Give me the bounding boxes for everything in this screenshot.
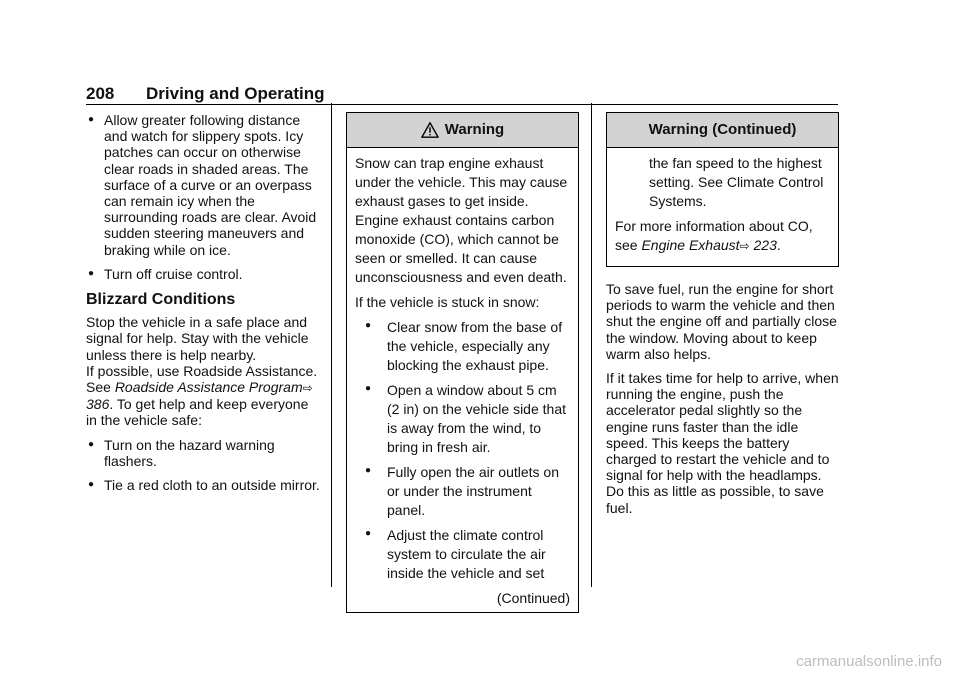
paragraph: Snow can trap engine exhaust under the vehicle. This may cause exhaust gases to get inside. Engine exhaust contains carbon monoxide (CO), which cannot be seen or smelled. It can cause unconsciousness and even death.	[355, 155, 568, 285]
watermark: carmanualsonline.info	[796, 653, 942, 670]
column-middle	[346, 112, 579, 613]
text: . To get help and keep everyone in the vehicle safe:	[86, 396, 309, 429]
list-item-text: Adjust the climate control system to circulate the air inside the vehicle and set	[387, 527, 546, 581]
bullet-dot: ●	[365, 528, 372, 539]
list-item	[86, 266, 322, 282]
paragraph	[615, 217, 830, 256]
column-right	[606, 112, 839, 524]
warning-box	[346, 112, 579, 613]
bullet-dot: ●	[365, 320, 372, 331]
column-divider	[591, 103, 592, 587]
list-item-text: Tie a red cloth to an outside mirror.	[104, 477, 320, 494]
roadside-assistance-link[interactable]: Roadside Assistance Program	[114, 379, 303, 396]
bullet-dot: ●	[88, 114, 95, 125]
text: .	[776, 237, 781, 253]
section-title: Driving and Operating	[146, 84, 325, 103]
list-item	[355, 381, 570, 457]
paragraph: Stop the vehicle in a safe place and signal for help. Stay with the vehicle unless there is help nearby.	[86, 314, 309, 363]
column-left	[86, 112, 322, 501]
page-number: 208	[86, 84, 115, 103]
bullet-dot: ●	[88, 438, 95, 450]
page-ref[interactable]: 223	[753, 237, 777, 253]
paragraph: To save fuel, run the engine for short periods to warm the vehicle and then shut the engine off and partially close the window. Moving about to keep warm also helps.	[606, 281, 837, 362]
list-item	[86, 477, 322, 493]
page-header	[86, 84, 838, 104]
list-item	[355, 526, 570, 583]
bullet-dot: ●	[365, 465, 372, 476]
text: For more information about CO, see	[615, 218, 813, 253]
continued-text: the fan speed to the highest setting. See Climate Control Systems.	[649, 155, 824, 209]
warning-title-bar	[347, 113, 578, 148]
list-item	[355, 318, 570, 375]
header-rule	[86, 104, 838, 105]
warning-body	[347, 148, 578, 612]
warning-title-bar	[607, 113, 838, 148]
subheading-blizzard: Blizzard Conditions	[86, 291, 236, 309]
paragraph: If the vehicle is stuck in snow:	[355, 294, 540, 310]
page-ref-arrow-icon: ⇨	[739, 239, 750, 253]
list-item	[86, 437, 322, 469]
warning-title: Warning	[444, 120, 505, 138]
page-ref-arrow-icon: ⇨	[302, 381, 313, 396]
list-item-text: Open a window about 5 cm (2 in) on the vehicle side that is away from the wind, to bring in fresh air.	[387, 382, 566, 455]
text: If possible, use Roadside Assistance. See	[86, 362, 318, 396]
warning-body	[607, 148, 838, 266]
warning-triangle-icon	[421, 121, 439, 139]
list-item-text: Clear snow from the base of the vehicle, especially any blocking the exhaust pipe.	[387, 319, 563, 373]
list-item-text: Allow greater following distance and watch for slippery spots. Icy patches can occur on otherwise clear roads in shaded areas. The surface of a curve or an overpass can remain icy when the surrounding roads are clear. Avoid sudden steering maneuvers and braking while on ice.	[104, 112, 317, 258]
bullet-dot: ●	[88, 267, 95, 279]
paragraph: If it takes time for help to arrive, when running the engine, push the accelerator pedal slightly so the engine runs faster than the idle speed. This keeps the battery charged to restart the vehicle and to signal for help with the headlamps. Do this as little as possible, to save fuel.	[606, 370, 839, 516]
page-ref[interactable]: 386	[86, 396, 110, 413]
list-item-text: Turn off cruise control.	[104, 265, 243, 282]
list-item	[86, 112, 322, 258]
body-text	[606, 281, 839, 516]
bullet-dot: ●	[365, 383, 372, 394]
warning-title: Warning (Continued)	[648, 120, 797, 138]
column-divider	[331, 103, 332, 587]
engine-exhaust-link[interactable]: Engine Exhaust	[641, 237, 740, 253]
warning-continued-box	[606, 112, 839, 267]
list-item	[355, 463, 570, 520]
continued-label: (Continued)	[496, 590, 570, 606]
list-item-text: Turn on the hazard warning flashers.	[104, 436, 275, 469]
list-item-text: Fully open the air outlets on or under the instrument panel.	[387, 464, 559, 518]
bullet-dot: ●	[88, 479, 95, 491]
paragraph	[86, 363, 322, 429]
